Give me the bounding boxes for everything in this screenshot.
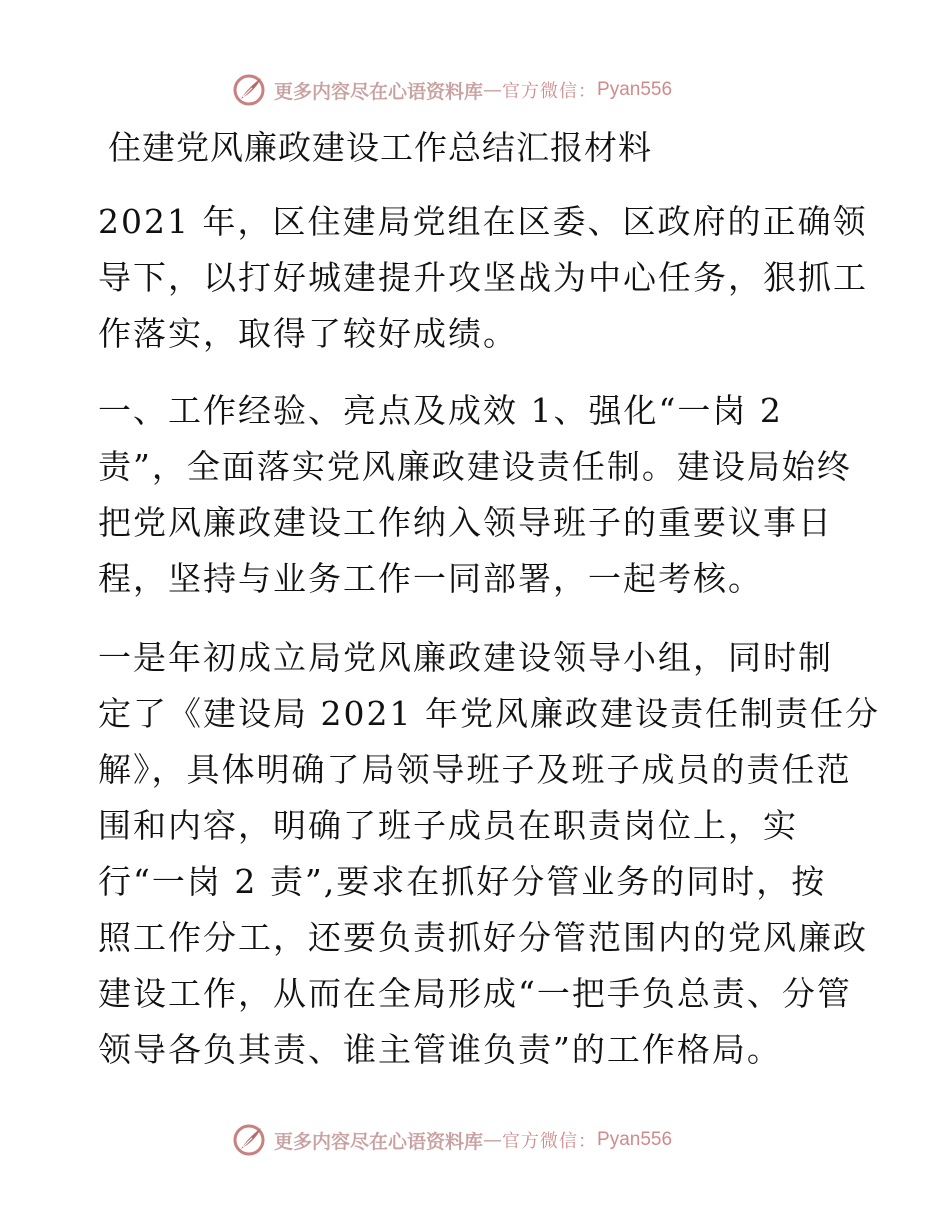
paragraph-line: 责”，全面落实党风廉政建设责任制。建设局始终	[98, 447, 852, 486]
paragraph-line: 一、工作经验、亮点及成效 1、强化“一岗 2	[98, 391, 783, 430]
paragraph-3	[98, 630, 880, 1078]
feather-circle-logo-icon	[232, 73, 266, 107]
paragraph-line: 把党风廉政建设工作纳入领导班子的重要议事日	[98, 503, 833, 542]
paragraph-line: 行“一岗 2 责”,要求在抓好分管业务的同时，按	[98, 862, 827, 901]
paragraph-1	[98, 194, 868, 362]
banner-main-text: 更多内容尽在心语资料库	[274, 80, 484, 103]
header-banner	[232, 70, 672, 110]
paragraph-line: 一是年初成立局党风廉政建设领导小组，同时制	[98, 638, 833, 677]
banner-dash: —	[483, 79, 503, 101]
paragraph-line: 照工作分工，还要负责抓好分管范围内的党风廉政	[98, 918, 868, 957]
paragraph-line: 2021 年，区住建局党组在区委、区政府的正确领	[98, 202, 868, 241]
paragraph-line: 定了《建设局 2021 年党风廉政建设责任制责任分	[98, 694, 880, 733]
paragraph-line: 作落实，取得了较好成绩。	[98, 314, 518, 353]
paragraph-line: 围和内容，明确了班子成员在职责岗位上，实	[98, 806, 798, 845]
paragraph-line: 程，坚持与业务工作一同部署，一起考核。	[98, 559, 763, 598]
banner-dash: —	[483, 1129, 503, 1151]
feather-circle-logo-icon	[232, 1123, 266, 1157]
banner-wechat-label: 官方微信：	[502, 1131, 598, 1152]
banner-main-text: 更多内容尽在心语资料库	[274, 1130, 484, 1153]
banner-wechat-id: Pyan556	[597, 1129, 673, 1150]
paragraph-line: 领导各负其责、谁主管谁负责”的工作格局。	[98, 1030, 782, 1069]
paragraph-line: 解》，具体明确了局领导班子及班子成员的责任范	[98, 750, 852, 789]
paragraph-2	[98, 383, 858, 607]
banner-wechat-id: Pyan556	[597, 79, 673, 100]
banner-wechat-label: 官方微信：	[502, 81, 598, 102]
paragraph-line: 导下，以打好城建提升攻坚战为中心任务，狠抓工	[98, 258, 868, 297]
footer-banner	[232, 1120, 672, 1160]
document-title: 住建党风廉政建设工作总结汇报材料	[108, 128, 652, 167]
paragraph-line: 建设工作，从而在全局形成“一把手负总责、分管	[98, 974, 852, 1013]
